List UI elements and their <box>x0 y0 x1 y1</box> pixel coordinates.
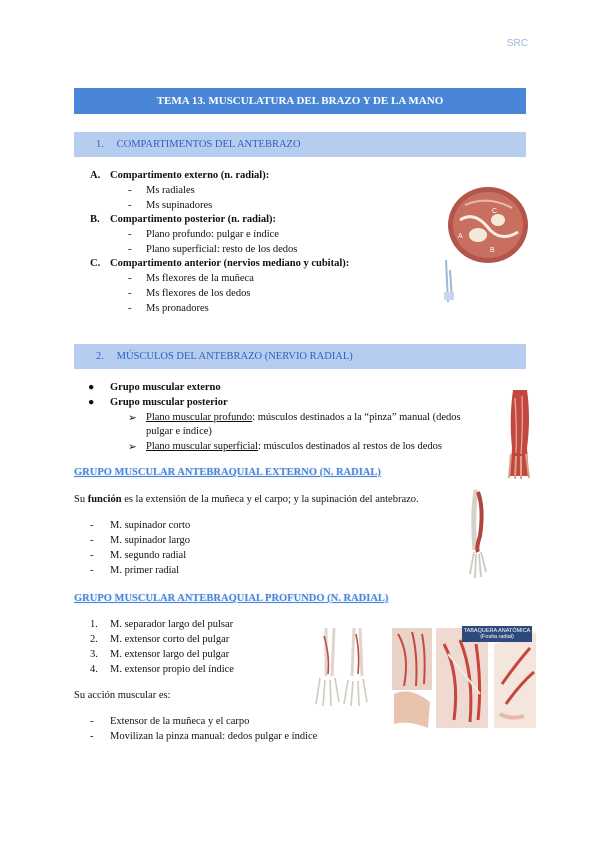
deep-number-3: 3. <box>90 649 98 660</box>
compartment-a-sub-1: Ms radiales <box>146 185 195 196</box>
compartment-a-label: Compartimento externo (n. radial): <box>110 170 270 181</box>
arrow-bullet-icon: ➢ <box>128 442 137 453</box>
bullet-dot: ● <box>88 382 95 393</box>
compartment-c-letter: C. <box>90 258 101 269</box>
compartment-a-letter: A. <box>90 170 101 181</box>
compartment-b-label: Compartimento posterior (n. radial): <box>110 214 277 225</box>
cross-section-letter-a: A <box>458 233 463 240</box>
sub-bullet-deep-plane-line2: pulgar e índice) <box>146 426 212 437</box>
hand-skeleton-image <box>312 626 372 708</box>
arrow-bullet-icon: ➢ <box>128 413 137 424</box>
section-1-title: COMPARTIMENTOS DEL ANTEBRAZO <box>116 139 301 150</box>
figure-sublabel: (Fosita radial) <box>480 634 514 640</box>
external-item-3: M. segundo radial <box>110 550 187 561</box>
section-1-number: 1. <box>96 139 104 150</box>
cross-section-letter-b: B <box>490 247 495 254</box>
section-2-header <box>74 344 526 369</box>
deep-action-1: Extensor de la muñeca y el carpo <box>110 716 250 727</box>
external-item-4: M. primer radial <box>110 565 180 576</box>
compartment-c-sub-2: Ms flexores de los dedos <box>146 288 251 299</box>
sub-bullet-deep-plane: Plano muscular profundo: músculos destinados a la “pinza” manual (dedos <box>146 412 461 423</box>
cross-section-letter-c: C <box>492 208 498 215</box>
deep-number-1: 1. <box>90 619 98 630</box>
forearm-muscle-image <box>505 388 535 480</box>
compartment-c-sub-3: Ms pronadores <box>146 303 209 314</box>
deep-item-1: M. separador largo del pulsar <box>110 619 234 630</box>
deep-item-3: M. extensor largo del pulgar <box>110 649 230 660</box>
deep-item-4: M. extensor propio del índice <box>110 664 234 675</box>
deep-number-2: 2. <box>90 634 98 645</box>
compartment-b-letter: B. <box>90 214 100 225</box>
forearm-cross-section-image <box>440 180 530 305</box>
compartment-a-sub-2: Ms supinadores <box>146 200 213 211</box>
group-external-function: Su función es la extensión de la muñeca y el carpo; y la supinación del antebrazo. <box>74 494 419 505</box>
arm-skeleton-image <box>462 488 492 580</box>
compartment-c-sub-1: Ms flexores de la muñeca <box>146 273 254 284</box>
deep-item-2: M. extensor corto del pulgar <box>110 634 230 645</box>
bullet-external-group: Grupo muscular externo <box>110 382 221 393</box>
section-2-number: 2. <box>96 351 104 362</box>
compartment-c-label: Compartimento anterior (nervios mediano y cubital): <box>110 258 350 269</box>
deep-action-2: Movilizan la pinza manual: dedos pulgar e índice <box>110 731 318 742</box>
sub-bullet-superficial-plane: Plano muscular superficial: músculos destinados al restos de los dedos <box>146 441 442 452</box>
deep-number-4: 4. <box>90 664 98 675</box>
external-item-1: M. supinador corto <box>110 520 191 531</box>
header-code: SRC <box>506 38 528 49</box>
page-title: TEMA 13. MUSCULATURA DEL BRAZO Y DE LA MANO <box>74 88 526 114</box>
figure-label: TABAQUERA ANATÓMICA <box>463 628 531 634</box>
anatomical-snuffbox-figure <box>390 624 538 736</box>
group-external-heading: GRUPO MUSCULAR ANTEBRAQUIAL EXTERNO (N. RADIAL) <box>74 467 381 478</box>
deep-action-label: Su acción muscular es: <box>74 690 171 701</box>
compartment-b-sub-2: Plano superficial: resto de los dedos <box>146 244 298 255</box>
figure-label-box <box>462 626 532 642</box>
section-2-title: MÚSCULOS DEL ANTEBRAZO (NERVIO RADIAL) <box>116 351 353 362</box>
bullet-dot: ● <box>88 397 95 408</box>
compartment-b-sub-1: Plano profundo: pulgar e índice <box>146 229 279 240</box>
bullet-posterior-group: Grupo muscular posterior <box>110 397 228 408</box>
external-item-2: M. supinador largo <box>110 535 191 546</box>
group-deep-heading: GRUPO MUSCULAR ANTEBRAQUIAL PROFUNDO (N. RADIAL) <box>74 593 389 604</box>
section-1-header <box>74 132 526 157</box>
